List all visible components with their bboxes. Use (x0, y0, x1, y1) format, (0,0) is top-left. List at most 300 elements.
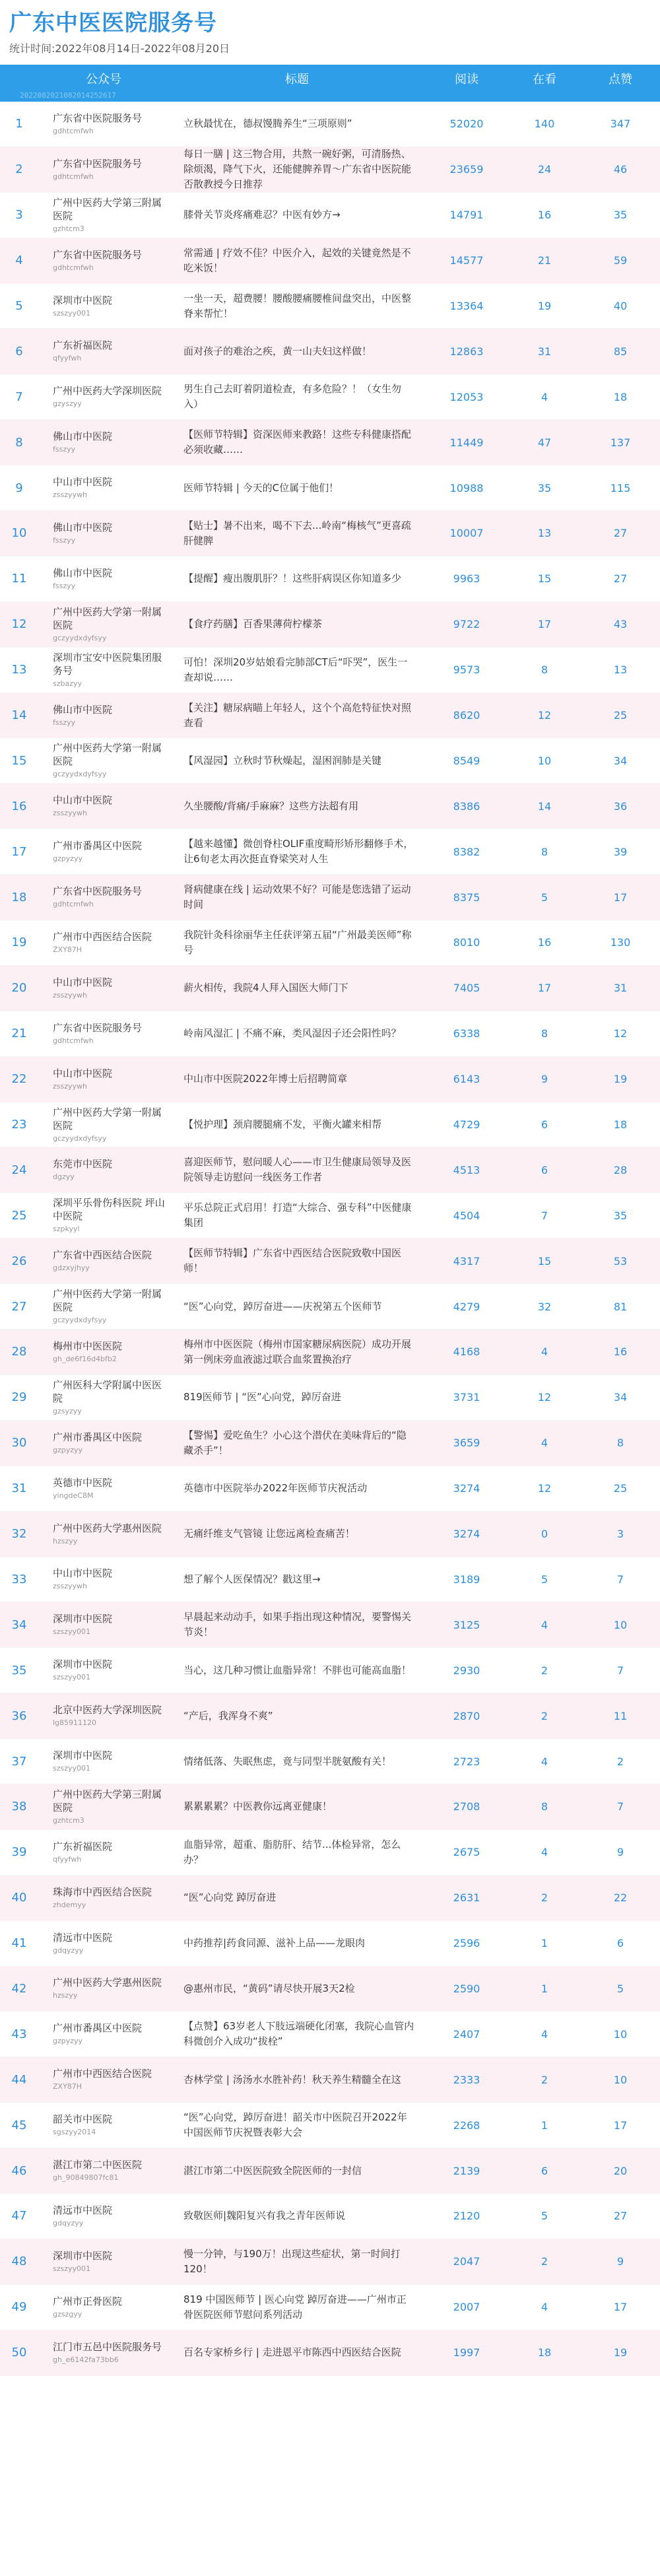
table-row[interactable] (0, 284, 660, 329)
like-count: 10 (613, 2073, 628, 2086)
account-id: gdhtcmfwh (53, 126, 94, 135)
account-name[interactable]: 广州市番禺区中医院 (53, 2022, 143, 2035)
read-count: 2675 (453, 1846, 480, 1859)
account-id: zsszyywh (53, 1081, 87, 1091)
account-name[interactable]: 湛江市第二中医医院 (53, 2159, 143, 2171)
account-id: szszyy001 (53, 1764, 91, 1773)
article-title-link[interactable]: 英德市中医院举办2022年医师节庆祝活动 (183, 1482, 368, 1495)
table-row[interactable] (0, 784, 660, 829)
article-title-link[interactable]: 中药推荐|药食同源、滋补上品——龙眼肉 (183, 1937, 366, 1949)
account-id: yingdeC8M (53, 1491, 94, 1500)
account-id: sgszyy2014 (53, 2128, 96, 2137)
account-name[interactable]: 珠海市中西医结合医院 (53, 1885, 152, 1898)
looking-count: 2 (541, 1709, 548, 1722)
account-cell (38, 2103, 169, 2148)
account-name[interactable]: 梅州市中医医院 (53, 1339, 123, 1352)
account-cell (38, 829, 169, 874)
table-row[interactable] (0, 1648, 660, 1693)
account-cell (38, 420, 169, 465)
like-count: 27 (613, 2210, 628, 2223)
rank-number: 31 (11, 1481, 27, 1496)
table-row[interactable] (0, 511, 660, 557)
rank-number: 5 (15, 299, 23, 313)
looking-count: 31 (537, 345, 552, 358)
article-title-link[interactable]: 喜迎医师节，慰问暖人心——市卫生健康局领导及医院领导走访慰问一线医务工作者 (183, 1156, 412, 1184)
account-name[interactable]: 中山市中医院 (53, 794, 113, 807)
article-title-link[interactable]: @惠州市民，“黄码”请尽快开展3天2检 (183, 1982, 355, 1994)
account-id: qfyyfwh (53, 354, 82, 363)
read-count: 3189 (453, 1573, 480, 1586)
table-row[interactable] (0, 602, 660, 648)
table-row[interactable] (0, 1876, 660, 1921)
article-title-link[interactable]: 久坐腰酸/背痛/手麻麻？这些方法超有用 (183, 799, 359, 812)
account-id: gzyszyy (53, 399, 82, 409)
table-row[interactable] (0, 1967, 660, 2012)
rank-number: 6 (15, 344, 23, 358)
like-count: 7 (616, 1573, 624, 1586)
table-row[interactable] (0, 1102, 660, 1148)
table-row[interactable] (0, 1330, 660, 1375)
account-cell (38, 784, 169, 829)
account-id: gdhtcmfwh (53, 900, 94, 909)
table-row[interactable] (0, 829, 660, 875)
account-cell (38, 693, 169, 738)
account-id: gzpyzyy (53, 2037, 83, 2046)
like-count: 10 (613, 1618, 628, 1631)
account-name[interactable]: 东莞市中医院 (53, 1158, 113, 1170)
article-title-link[interactable]: 肾病健康在线 | 运动效果不好？可能是您选错了运动时间 (183, 883, 411, 911)
looking-count: 15 (537, 1254, 552, 1268)
article-title-link[interactable]: 面对孩子的难治之疾，黄一山夫妇这样做！ (183, 345, 372, 357)
table-row[interactable] (0, 147, 660, 193)
account-name[interactable]: 清远市中医院 (53, 1931, 113, 1944)
account-cell (38, 1876, 169, 1920)
read-count: 12863 (449, 345, 484, 358)
header-likes[interactable]: 点赞 (609, 73, 632, 86)
rank-number: 29 (11, 1390, 27, 1405)
account-name[interactable]: 中山市中医院 (53, 1067, 113, 1079)
table-row[interactable] (0, 920, 660, 966)
article-title-link[interactable]: 平乐总院正式启用！打造“大综合、强专科”中医健康集团 (183, 1202, 412, 1229)
account-cell (38, 2012, 169, 2056)
looking-count: 21 (537, 254, 552, 267)
table-row[interactable] (0, 1693, 660, 1739)
rank-number: 44 (11, 2072, 27, 2087)
account-name[interactable]: 广东省中医院服务号 (53, 885, 143, 898)
rank-number: 7 (15, 390, 23, 404)
like-count: 17 (613, 2118, 628, 2132)
article-title-link[interactable]: 【警惕】爱吃鱼生？小心这个潜伏在美味背后的“隐藏杀手”！ (183, 1429, 407, 1456)
looking-count: 0 (541, 1528, 548, 1541)
table-row[interactable] (0, 1238, 660, 1284)
account-name[interactable]: 广州中医药大学第三附属医院 (53, 1788, 162, 1813)
account-id: ZXY87H (53, 945, 82, 954)
looking-count: 5 (541, 891, 548, 904)
table-row[interactable] (0, 2194, 660, 2239)
account-name[interactable]: 佛山市中医院 (53, 566, 113, 579)
account-name[interactable]: 广东祈福医院 (53, 1840, 113, 1852)
looking-count: 2 (541, 2255, 548, 2268)
rank-number: 20 (11, 981, 27, 996)
article-title-link[interactable]: 【食疗药膳】百香果薄荷柠檬茶 (183, 618, 323, 630)
like-count: 17 (613, 2301, 628, 2314)
read-count: 8375 (453, 891, 480, 904)
account-name[interactable]: 广东祈福医院 (53, 339, 113, 352)
article-title-link[interactable]: 致敬医师|魏阳复兴有我之青年医师说 (183, 2210, 346, 2222)
rank-number: 39 (11, 1845, 27, 1860)
read-count: 2120 (453, 2210, 480, 2223)
article-title-link[interactable]: 百名专家桥乡行 | 走进恩平市陈西中西医结合医院 (183, 2346, 401, 2359)
rank-number: 10 (11, 526, 27, 541)
like-count: 12 (613, 1027, 628, 1040)
like-count: 8 (616, 1437, 624, 1450)
account-id: gzpyzyy (53, 1445, 83, 1454)
rank-number: 4 (15, 254, 23, 268)
table-row[interactable] (0, 465, 660, 511)
article-title-link[interactable]: 【点赞】63岁老人下肢远端硬化闭塞，我院心血管内科微创介入成功“拔栓” (183, 2020, 414, 2048)
rank-number: 13 (11, 663, 27, 677)
account-name[interactable]: 韶关市中医院 (53, 2113, 113, 2126)
article-title-link[interactable]: 【关注】糖尿病瞄上年轻人，这个个高危特征快对照查看 (183, 701, 412, 729)
account-name[interactable]: 佛山市中医院 (53, 521, 113, 533)
looking-count: 32 (537, 1300, 552, 1313)
account-id: gdhtcmfwh (53, 172, 94, 181)
looking-count: 35 (537, 481, 552, 494)
rank-number: 35 (11, 1663, 27, 1678)
account-name[interactable]: 深圳市宝安中医院集团服务号 (53, 651, 162, 677)
account-name[interactable]: 江门市五邑中医院服务号 (53, 2340, 162, 2353)
account-cell (38, 557, 169, 601)
account-name[interactable]: 广州中医药大学第一附属医院 (53, 1106, 162, 1132)
header-account[interactable]: 公众号 (86, 73, 121, 86)
account-name[interactable]: 广州医科大学附属中医医院 (53, 1378, 162, 1404)
account-id: hzszyy (53, 1536, 78, 1545)
table-row[interactable] (0, 1147, 660, 1193)
table-row[interactable] (0, 2148, 660, 2194)
account-cell (38, 1466, 169, 1511)
account-id: gzsyzyy (53, 1406, 82, 1415)
article-title-link[interactable]: 【提醒】瘦出腹肌肝？！这些肝病误区你知道多少 (183, 572, 402, 585)
account-name[interactable]: 深圳市中医院 (53, 2249, 113, 2262)
table-row[interactable] (0, 738, 660, 784)
read-count: 7405 (453, 982, 480, 995)
account-cell (38, 1602, 169, 1647)
like-count: 11 (613, 1709, 628, 1722)
like-count: 36 (613, 799, 628, 813)
account-id: zhdemyy (53, 1900, 86, 1909)
account-name[interactable]: 广州中医药大学第一附属医院 (53, 1288, 162, 1314)
article-title-link[interactable]: 当心，这几种习惯让血脂异常！不胖也可能高血脂！ (183, 1664, 412, 1676)
rank-number: 24 (11, 1163, 27, 1177)
table-row[interactable] (0, 238, 660, 284)
looking-count: 14 (537, 799, 552, 813)
account-name[interactable]: 广州中医药大学第一附属医院 (53, 742, 162, 768)
rank-number: 8 (15, 435, 23, 450)
account-name[interactable]: 广州市中西医结合医院 (53, 930, 152, 943)
table-row[interactable] (0, 1375, 660, 1421)
read-count: 2268 (453, 2118, 480, 2132)
table-row[interactable] (0, 420, 660, 465)
like-count: 35 (613, 209, 628, 222)
table-row[interactable] (0, 1284, 660, 1330)
account-name[interactable]: 中山市中医院 (53, 976, 113, 988)
article-title-link[interactable]: 无痛纤维支气管镜 让您远离检查痛苦！ (183, 1528, 355, 1540)
account-cell (38, 738, 169, 783)
table-row[interactable] (0, 2057, 660, 2103)
article-title-link[interactable]: 杏林学堂 | 汤汤水水胜补药！秋天养生精髓全在这 (183, 2073, 401, 2085)
article-title-link[interactable]: 男生自己去盯着阴道检查，有多危险？！（女生勿入） (183, 383, 402, 411)
account-id: szszyy001 (53, 308, 91, 318)
rank-number: 9 (15, 481, 23, 495)
article-title-link[interactable]: 梅州市中医医院（梅州市国家糖尿病医院）成功开展第一例床旁血液滤过联合血浆置换治疗 (183, 1338, 412, 1365)
account-name[interactable]: 佛山市中医院 (53, 430, 113, 443)
looking-count: 18 (537, 2346, 552, 2359)
like-count: 81 (613, 1300, 628, 1313)
article-title-link[interactable]: 薪火相传，我院4人拜入国医大师门下 (183, 982, 348, 994)
rank-number: 48 (11, 2254, 27, 2269)
rank-number: 32 (11, 1527, 27, 1542)
account-name[interactable]: 中山市中医院 (53, 476, 113, 489)
table-row[interactable] (0, 1512, 660, 1557)
table-row[interactable] (0, 648, 660, 693)
account-name[interactable]: 广东省中医院服务号 (53, 157, 143, 170)
table-row[interactable] (0, 1921, 660, 1967)
rank-number: 12 (11, 617, 27, 632)
article-title-link[interactable]: 【贴士】暑不出来，喝不下去...岭南“梅核气”更喜疏肝健脾 (183, 519, 411, 547)
table-row[interactable] (0, 875, 660, 920)
account-name[interactable]: 中山市中医院 (53, 1567, 113, 1580)
ranking-table-body (0, 102, 660, 2376)
article-title-link[interactable]: 情绪低落、失眠焦虑，竟与同型半胱氨酸有关！ (183, 1755, 392, 1767)
article-title-link[interactable]: 819 中国医师节 | 医心向党 踔厉奋进——广州市正骨医院医师节慰问系列活动 (183, 2293, 407, 2321)
account-cell (38, 1739, 169, 1784)
looking-count: 2 (541, 1664, 548, 1677)
article-title-link[interactable]: “产后，我浑身不爽” (183, 1709, 273, 1722)
account-name[interactable]: 佛山市中医院 (53, 703, 113, 716)
account-name[interactable]: 广州市番禺区中医院 (53, 840, 143, 852)
read-count: 2007 (453, 2301, 480, 2314)
account-name[interactable]: 广州中医药大学深圳医院 (53, 385, 162, 397)
article-title-link[interactable]: 医师节特辑 | 今天的C位属于他们！ (183, 481, 339, 494)
rank-number: 16 (11, 799, 27, 813)
looking-count: 8 (541, 663, 548, 677)
read-count: 3274 (453, 1482, 480, 1495)
table-row[interactable] (0, 1602, 660, 1648)
looking-count: 24 (537, 163, 552, 176)
account-name[interactable]: 英德市中医院 (53, 1476, 113, 1489)
article-title-link[interactable]: 立秋最忧在，德叔馒腾养生“三项原则” (183, 118, 352, 130)
article-title-link[interactable]: 慢一分钟，与190万！出现这些症状，第一时间打120！ (183, 2247, 401, 2275)
account-cell (38, 1102, 169, 1147)
article-title-link[interactable]: 膝骨关节炎疼痛难忍？中医有妙方→ (183, 209, 341, 221)
looking-count: 47 (537, 436, 552, 449)
like-count: 28 (613, 1163, 628, 1176)
read-count: 2930 (453, 1664, 480, 1677)
table-row[interactable] (0, 2012, 660, 2057)
article-title-link[interactable]: 【医师节特辑】广东省中西医结合医院致敬中国医师！ (183, 1247, 402, 1275)
article-title-link[interactable]: 常需通 | 疗效不佳？中医介入，起效的关键竟然是不吃米饭！ (183, 246, 411, 274)
article-title-link[interactable]: 想了解个人医保情况？戳这里→ (183, 1573, 321, 1585)
read-count: 2407 (453, 2027, 480, 2041)
read-count: 6143 (453, 1073, 480, 1086)
table-row[interactable] (0, 193, 660, 238)
article-title-link[interactable]: 我院针灸科徐丽华主任获评第五届“广州最美医师”称号 (183, 928, 412, 956)
like-count: 39 (613, 845, 628, 858)
read-count: 2139 (453, 2164, 480, 2177)
table-row[interactable] (0, 557, 660, 602)
account-id: hzszyy (53, 1991, 78, 2000)
table-row[interactable] (0, 374, 660, 420)
article-title-link[interactable]: 湛江市第二中医医院致全院医师的一封信 (183, 2164, 362, 2177)
article-title-link[interactable]: “医”心向党 踔厉奋进 (183, 1891, 277, 1904)
table-row[interactable] (0, 102, 660, 147)
article-title-link[interactable]: 【悦护理】颈肩腰腿痛不发，平衡火罐来相帮 (183, 1118, 382, 1131)
header-watermark: 2022082021082014252617 (20, 91, 116, 100)
read-count: 8620 (453, 709, 480, 722)
account-name[interactable]: 北京中医药大学深圳医院 (53, 1704, 162, 1716)
account-name[interactable]: 深圳市中医院 (53, 1613, 113, 1625)
read-count: 2631 (453, 1891, 480, 1905)
account-cell (38, 1147, 169, 1192)
account-name[interactable]: 广州市番禺区中医院 (53, 1431, 143, 1443)
account-name[interactable]: 深圳市中医院 (53, 1658, 113, 1671)
account-name[interactable]: 广州中医药大学第三附属医院 (53, 196, 162, 222)
article-title-link[interactable]: 【医师节特辑】资深医师来教路！这些专科健康搭配必须收藏…… (183, 428, 412, 456)
looking-count: 4 (541, 2301, 548, 2314)
article-title-link[interactable]: 【越来越懂】微创脊柱OLIF重度畸形矫形翻修手术，让6旬老太再次挺直脊梁笑对人生 (183, 838, 414, 865)
table-row[interactable] (0, 1739, 660, 1784)
account-cell (38, 1921, 169, 1966)
account-cell (38, 1284, 169, 1329)
like-count: 25 (613, 709, 628, 722)
looking-count: 12 (537, 1391, 552, 1404)
article-title-link[interactable]: 每日一膳 | 这三物合用，共熬一碗好粥，可清肠热、除烦渴，降气下火，还能健脾养胃～广东省中医院能否散教授今日推荐 (183, 148, 412, 191)
account-id: gdhtcmfwh (53, 1036, 94, 1045)
article-title-link[interactable]: 【风湿园】立秋时节秋燥起，湿困润肺是关键 (183, 754, 382, 766)
like-count: 19 (613, 2346, 628, 2359)
account-name[interactable]: 广州中医药大学惠州医院 (53, 1977, 162, 1989)
account-name[interactable]: 广东省中西医结合医院 (53, 1249, 152, 1262)
account-cell (38, 966, 169, 1011)
like-count: 9 (616, 1846, 624, 1859)
account-name[interactable]: 广东省中医院服务号 (53, 248, 143, 261)
table-row[interactable] (0, 2239, 660, 2285)
account-name[interactable]: 广东省中医院服务号 (53, 1021, 143, 1034)
table-row[interactable] (0, 1421, 660, 1466)
account-name[interactable]: 广东省中医院服务号 (53, 112, 143, 124)
looking-count: 4 (541, 2027, 548, 2041)
article-title-link[interactable]: 中山市中医院2022年博士后招聘简章 (183, 1073, 348, 1085)
article-title-link[interactable]: 早晨起来动动手，如果手指出现这种情况，要警惕关节炎！ (183, 1611, 412, 1639)
article-title-link[interactable]: 岭南风湿汇 | 不痛不麻，类风湿因子还会阳性吗？ (183, 1027, 401, 1040)
table-row[interactable] (0, 1830, 660, 1876)
read-count: 14791 (449, 209, 484, 222)
article-title-link[interactable]: 819医师节 | “医”心向党，踔厉奋进 (183, 1391, 341, 1404)
table-row[interactable] (0, 1011, 660, 1057)
read-count: 4317 (453, 1254, 480, 1268)
read-count: 11449 (449, 436, 484, 449)
account-cell (38, 602, 169, 647)
table-row[interactable] (0, 966, 660, 1011)
account-name[interactable]: 广州中医药大学惠州医院 (53, 1522, 162, 1534)
rank-number: 19 (11, 935, 27, 950)
account-cell (38, 2239, 169, 2284)
account-id: lg85911120 (53, 1718, 97, 1728)
account-id: dgzyy (53, 1172, 75, 1182)
like-count: 34 (613, 754, 628, 767)
header-title[interactable]: 标题 (285, 73, 309, 86)
table-row[interactable] (0, 1057, 660, 1102)
account-cell (38, 2330, 169, 2375)
read-count: 52020 (449, 118, 484, 131)
rank-number: 34 (11, 1617, 27, 1632)
read-count: 10007 (449, 527, 484, 540)
account-name[interactable]: 广州市中西医结合医院 (53, 2068, 152, 2080)
account-name[interactable]: 清远市中医院 (53, 2204, 113, 2216)
account-name[interactable]: 广州市正骨医院 (53, 2295, 123, 2307)
article-title-link[interactable]: “医”心向党，踔厉奋进！韶关市中医院召开2022年中国医师节庆祝暨表彰大会 (183, 2111, 407, 2139)
rank-number: 1 (15, 117, 23, 131)
account-id: fsszyy (53, 718, 76, 727)
looking-count: 2 (541, 1891, 548, 1905)
article-title-link[interactable]: 一坐一天，超费腰！腰酸腰痛腰椎间盘突出，中医整脊来帮忙！ (183, 292, 412, 320)
read-count: 3274 (453, 1528, 480, 1541)
table-row[interactable] (0, 1466, 660, 1512)
table-header (0, 65, 660, 102)
article-title-link[interactable]: 血脂异常，超重、脂肪肝、结节...体检异常，怎么办？ (183, 1838, 401, 1866)
account-name[interactable]: 深圳市中医院 (53, 294, 113, 306)
table-row[interactable] (0, 2285, 660, 2330)
account-cell (38, 1375, 169, 1420)
read-count: 2333 (453, 2073, 480, 2086)
table-row[interactable] (0, 329, 660, 374)
account-name[interactable]: 广州中医药大学第一附属医院 (53, 605, 162, 631)
like-count: 16 (613, 1345, 628, 1359)
article-title-link[interactable]: “医”心向党，踔厉奋进——庆祝第五个医师节 (183, 1300, 382, 1312)
read-count: 8010 (453, 936, 480, 949)
article-title-link[interactable]: 累累累累？中医教你远离亚健康！ (183, 1800, 333, 1813)
rank-number: 11 (11, 572, 27, 586)
table-row[interactable] (0, 1193, 660, 1238)
account-cell (38, 2148, 169, 2193)
header-reads[interactable]: 阅读 (455, 73, 478, 86)
account-name[interactable]: 深圳市中医院 (53, 1749, 113, 1761)
rank-number: 41 (11, 1936, 27, 1951)
account-cell (38, 511, 169, 556)
rank-number: 45 (11, 2118, 27, 2132)
read-count: 10988 (449, 481, 484, 494)
looking-count: 7 (541, 1209, 548, 1222)
table-row[interactable] (0, 1784, 660, 1830)
account-cell (38, 1693, 169, 1738)
like-count: 43 (613, 618, 628, 631)
table-row[interactable] (0, 2103, 660, 2148)
looking-count: 8 (541, 845, 548, 858)
table-row[interactable] (0, 2330, 660, 2376)
header-looking[interactable]: 在看 (533, 73, 556, 86)
article-title-link[interactable]: 可怕！深圳20岁姑娘看完肺部CT后“吓哭”，医生一查却说…… (183, 656, 408, 683)
account-cell (38, 102, 169, 147)
account-id: szszyy001 (53, 1627, 91, 1637)
table-row[interactable] (0, 1557, 660, 1603)
like-count: 22 (613, 1891, 628, 1905)
looking-count: 4 (541, 1345, 548, 1359)
account-id: gh_de6f16d4bfb2 (53, 1354, 117, 1363)
rank-number: 38 (11, 1800, 27, 1814)
account-name[interactable]: 深圳平乐骨伤科医院 坪山中医院 (53, 1197, 165, 1223)
rank-number: 40 (11, 1891, 27, 1905)
table-row[interactable] (0, 693, 660, 739)
